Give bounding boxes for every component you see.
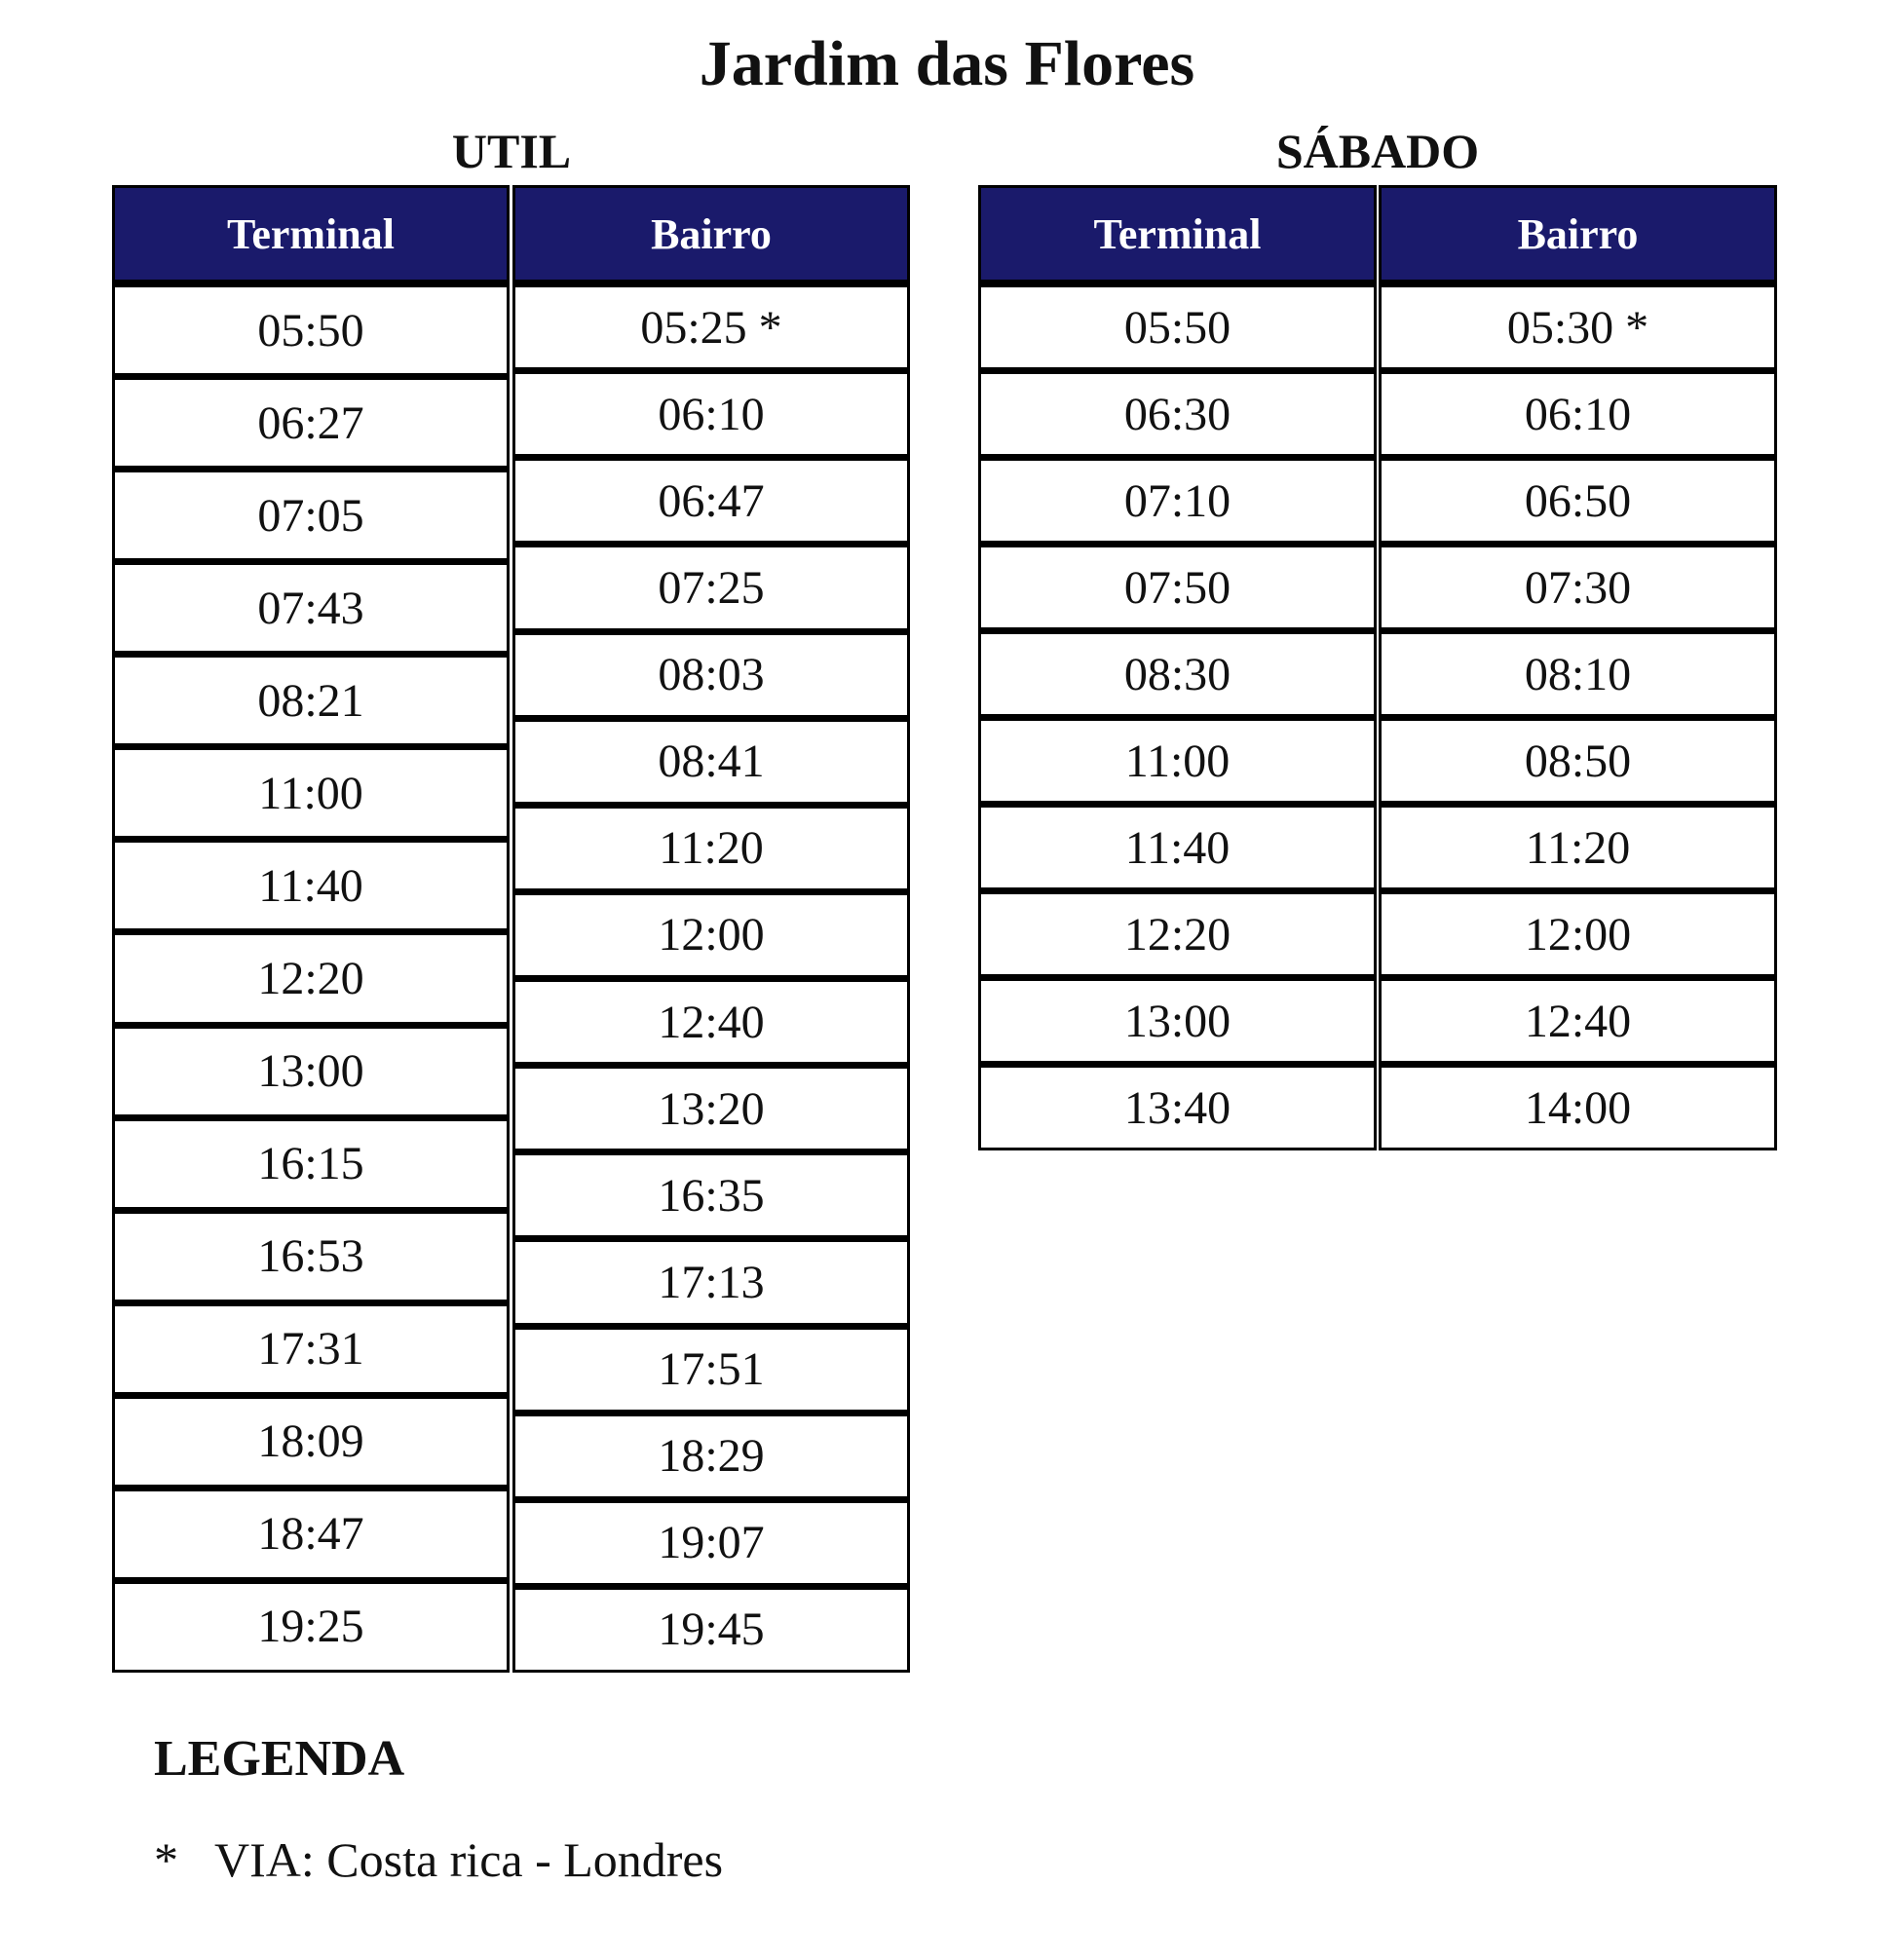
time-cell: 06:47 xyxy=(512,456,910,544)
time-cell: 08:10 xyxy=(1379,629,1777,717)
time-cell: 16:35 xyxy=(512,1150,910,1238)
time-cell: 06:50 xyxy=(1379,456,1777,544)
time-cell: 06:27 xyxy=(112,375,510,469)
time-cell: 11:00 xyxy=(978,716,1377,804)
time-cell: 08:21 xyxy=(112,653,510,746)
page-title: Jardim das Flores xyxy=(699,28,1195,99)
time-cell: 05:25 * xyxy=(512,283,910,370)
time-cell: 11:00 xyxy=(112,745,510,839)
time-cell: 07:05 xyxy=(112,468,510,561)
time-cell: 17:13 xyxy=(512,1237,910,1325)
time-cell: 08:50 xyxy=(1379,716,1777,804)
util-terminal-column xyxy=(112,185,510,1672)
time-cell: 12:00 xyxy=(1379,889,1777,977)
time-cell: 17:51 xyxy=(512,1325,910,1413)
util-heading: UTIL xyxy=(451,124,572,178)
time-cell: 11:40 xyxy=(112,838,510,931)
time-cell: 11:20 xyxy=(1379,803,1777,890)
time-cell: 06:30 xyxy=(978,369,1377,457)
time-cell: 07:50 xyxy=(978,543,1377,630)
time-cell: 11:40 xyxy=(978,803,1377,890)
sabado-bairro-header: Bairro xyxy=(1379,185,1777,283)
time-cell: 05:50 xyxy=(112,283,510,376)
time-cell: 06:10 xyxy=(512,369,910,457)
time-cell: 06:10 xyxy=(1379,369,1777,457)
time-cell: 07:25 xyxy=(512,543,910,630)
util-terminal-header: Terminal xyxy=(112,185,510,283)
time-cell: 07:10 xyxy=(978,456,1377,544)
time-cell: 12:20 xyxy=(112,930,510,1024)
legend-text: VIA: Costa rica - Londres xyxy=(214,1832,724,1887)
time-cell: 08:41 xyxy=(512,717,910,805)
time-cell: 12:20 xyxy=(978,889,1377,977)
time-cell: 07:43 xyxy=(112,560,510,654)
time-cell: 16:53 xyxy=(112,1209,510,1302)
time-cell: 13:20 xyxy=(512,1064,910,1151)
time-cell: 19:07 xyxy=(512,1498,910,1586)
time-cell: 08:30 xyxy=(978,629,1377,717)
time-cell: 17:31 xyxy=(112,1301,510,1395)
legend-item xyxy=(154,1831,723,1888)
time-cell: 05:50 xyxy=(978,283,1377,370)
time-cell: 08:03 xyxy=(512,630,910,718)
time-cell: 19:45 xyxy=(512,1585,910,1673)
time-cell: 16:15 xyxy=(112,1116,510,1210)
time-cell: 12:40 xyxy=(512,977,910,1065)
sabado-terminal-header: Terminal xyxy=(978,185,1377,283)
time-cell: 11:20 xyxy=(512,804,910,891)
util-bairro-header: Bairro xyxy=(512,185,910,283)
time-cell: 13:00 xyxy=(978,976,1377,1064)
sabado-bairro-column xyxy=(1379,185,1777,1150)
sabado-terminal-column xyxy=(978,185,1377,1150)
time-cell: 19:25 xyxy=(112,1579,510,1673)
util-bairro-column xyxy=(512,185,910,1672)
sabado-heading: SÁBADO xyxy=(1275,124,1480,178)
time-cell: 13:00 xyxy=(112,1024,510,1117)
time-cell: 07:30 xyxy=(1379,543,1777,630)
legend-title: LEGENDA xyxy=(154,1731,405,1787)
time-cell: 12:00 xyxy=(512,890,910,978)
time-cell: 12:40 xyxy=(1379,976,1777,1064)
time-cell: 14:00 xyxy=(1379,1063,1777,1150)
time-cell: 18:09 xyxy=(112,1394,510,1488)
legend-symbol: * xyxy=(154,1832,178,1887)
time-cell: 18:47 xyxy=(112,1487,510,1580)
time-cell: 18:29 xyxy=(512,1412,910,1499)
time-cell: 13:40 xyxy=(978,1063,1377,1150)
time-cell: 05:30 * xyxy=(1379,283,1777,370)
